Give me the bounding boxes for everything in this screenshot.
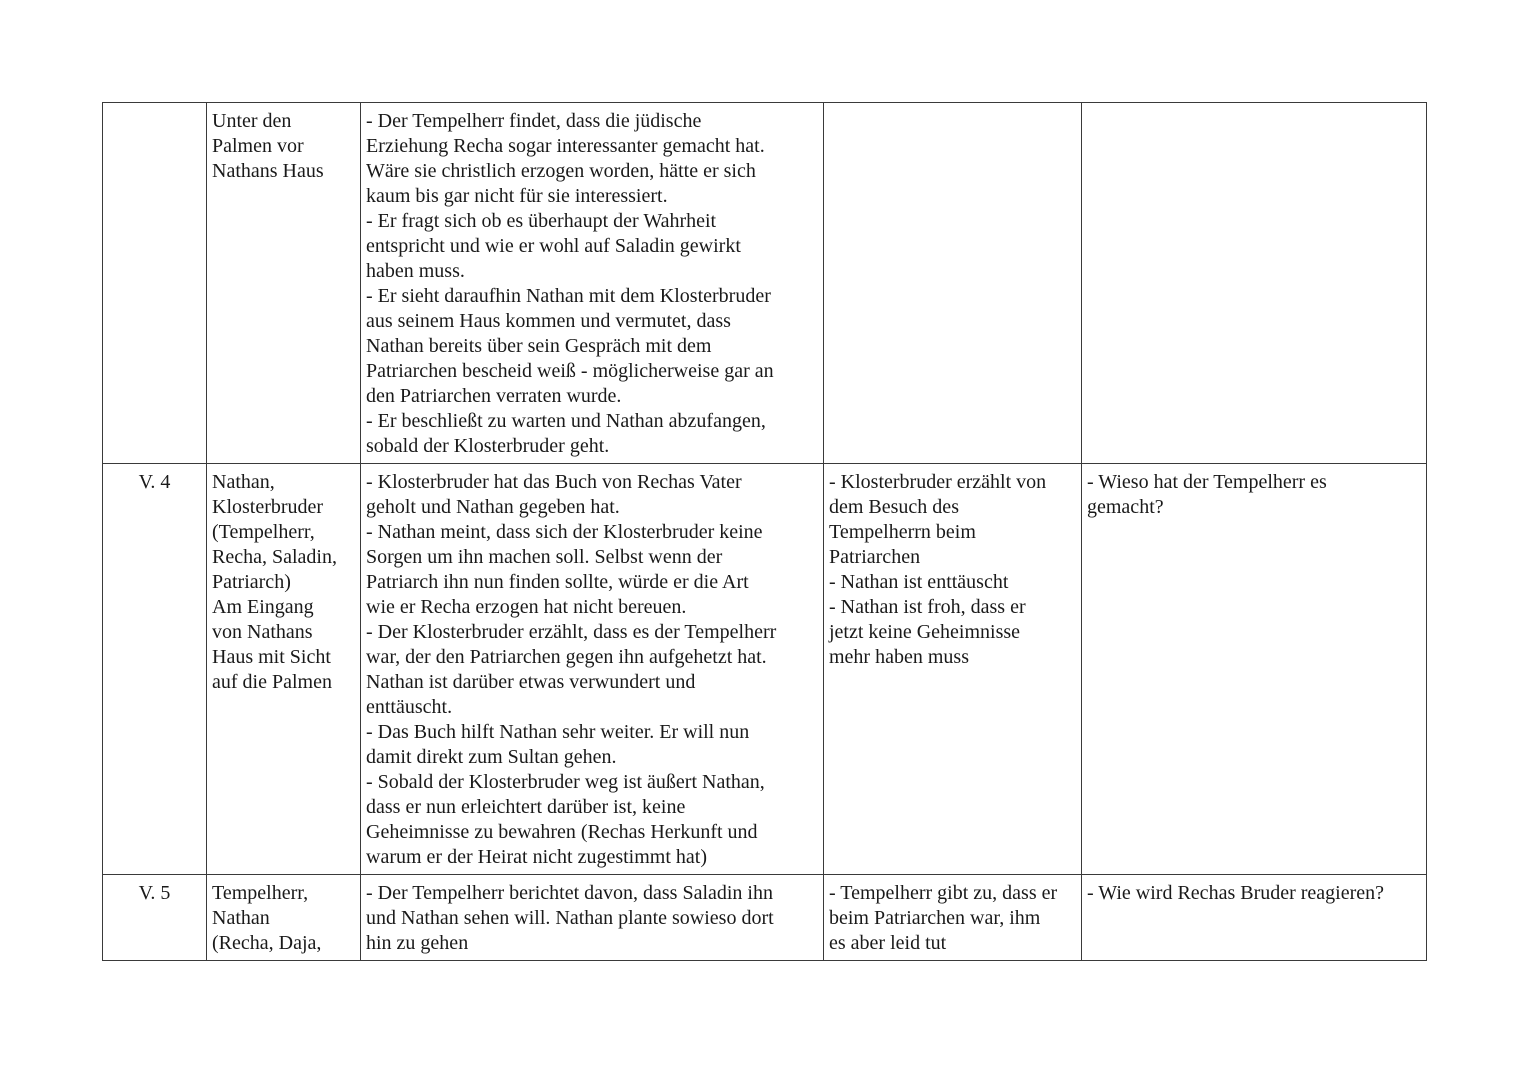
content-line: - Er fragt sich ob es überhaupt der Wahrheit xyxy=(366,210,717,232)
content-line: dass er nun erleichtert darüber ist, keine xyxy=(366,796,686,818)
characters-line: Am Eingang xyxy=(212,596,314,618)
content-line: wie er Recha erzogen hat nicht bereuen. xyxy=(366,596,687,618)
notes-line: Patriarchen xyxy=(829,546,921,568)
content-line: kaum bis gar nicht für sie interessiert. xyxy=(366,185,668,207)
characters-cell xyxy=(207,875,361,961)
table-row xyxy=(103,464,1427,875)
characters-line: Recha, Saladin, xyxy=(212,546,337,568)
content-line: hin zu gehen xyxy=(366,932,469,954)
notes-cell xyxy=(824,103,1082,464)
characters-line: Unter den xyxy=(212,110,292,132)
questions-cell xyxy=(1082,875,1427,961)
characters-line: Nathan xyxy=(212,907,270,929)
content-line: sobald der Klosterbruder geht. xyxy=(366,435,610,457)
content-cell xyxy=(361,875,824,961)
content-line: und Nathan sehen will. Nathan plante sowieso dort xyxy=(366,907,774,929)
content-line: - Der Tempelherr berichtet davon, dass Saladin ihn xyxy=(366,882,773,904)
content-line: - Der Klosterbruder erzählt, dass es der Tempelherr xyxy=(366,621,777,643)
content-line: damit direkt zum Sultan gehen. xyxy=(366,746,617,768)
characters-line: auf die Palmen xyxy=(212,671,332,693)
notes-line: - Nathan ist froh, dass er xyxy=(829,596,1026,618)
notes-cell xyxy=(824,875,1082,961)
notes-line: dem Besuch des xyxy=(829,496,959,518)
notes-line: - Nathan ist enttäuscht xyxy=(829,571,1009,593)
content-line: Nathan ist darüber etwas verwundert und xyxy=(366,671,696,693)
content-line: - Nathan meint, dass sich der Klosterbruder keine xyxy=(366,521,763,543)
content-line: Nathan bereits über sein Gespräch mit dem xyxy=(366,335,712,357)
questions-line: gemacht? xyxy=(1087,496,1164,518)
notes-line: es aber leid tut xyxy=(829,932,947,954)
questions-cell xyxy=(1082,103,1427,464)
table-row xyxy=(103,875,1427,961)
content-line: Geheimnisse zu bewahren (Rechas Herkunft und xyxy=(366,821,758,843)
characters-line: Nathan, xyxy=(212,471,275,493)
characters-line: Tempelherr, xyxy=(212,882,309,904)
content-line: Sorgen um ihn machen soll. Selbst wenn der xyxy=(366,546,723,568)
content-cell xyxy=(361,103,824,464)
characters-line: Nathans Haus xyxy=(212,160,324,182)
scene-cell xyxy=(103,464,207,875)
content-line: aus seinem Haus kommen und vermutet, dass xyxy=(366,310,731,332)
questions-line: - Wie wird Rechas Bruder reagieren? xyxy=(1087,882,1385,904)
characters-line: (Tempelherr, xyxy=(212,521,315,543)
content-line: war, der den Patriarchen gegen ihn aufgehetzt hat. xyxy=(366,646,767,668)
characters-line: Klosterbruder xyxy=(212,496,324,518)
notes-line: mehr haben muss xyxy=(829,646,969,668)
questions-line: - Wieso hat der Tempelherr es xyxy=(1087,471,1327,493)
content-line: - Sobald der Klosterbruder weg ist äußert Nathan, xyxy=(366,771,765,793)
scene-cell xyxy=(103,103,207,464)
content-line: enttäuscht. xyxy=(366,696,453,718)
content-line: Patriarchen bescheid weiß - möglicherweise gar an xyxy=(366,360,774,382)
content-line: - Er sieht daraufhin Nathan mit dem Klosterbruder xyxy=(366,285,771,307)
content-line: - Das Buch hilft Nathan sehr weiter. Er will nun xyxy=(366,721,750,743)
notes-line: Tempelherrn beim xyxy=(829,521,976,543)
content-line: warum er der Heirat nicht zugestimmt hat) xyxy=(366,846,707,868)
characters-line: Haus mit Sicht xyxy=(212,646,331,668)
notes-cell xyxy=(824,464,1082,875)
content-line: Erziehung Recha sogar interessanter gemacht hat. xyxy=(366,135,765,157)
characters-cell xyxy=(207,103,361,464)
characters-line: Patriarch) xyxy=(212,571,291,593)
characters-line: von Nathans xyxy=(212,621,313,643)
content-line: den Patriarchen verraten wurde. xyxy=(366,385,622,407)
table-row xyxy=(103,103,1427,464)
notes-line: jetzt keine Geheimnisse xyxy=(829,621,1021,643)
content-line: - Er beschließt zu warten und Nathan abzufangen, xyxy=(366,410,766,432)
content-line: entspricht und wie er wohl auf Saladin gewirkt xyxy=(366,235,741,257)
content-line: - Klosterbruder hat das Buch von Rechas Vater xyxy=(366,471,742,493)
content-line: haben muss. xyxy=(366,260,465,282)
notes-line: beim Patriarchen war, ihm xyxy=(829,907,1041,929)
characters-cell xyxy=(207,464,361,875)
content-line: Wäre sie christlich erzogen worden, hätte er sich xyxy=(366,160,756,182)
scene-cell xyxy=(103,875,207,961)
content-cell xyxy=(361,464,824,875)
notes-line: - Tempelherr gibt zu, dass er xyxy=(829,882,1058,904)
questions-cell xyxy=(1082,464,1427,875)
notes-line: - Klosterbruder erzählt von xyxy=(829,471,1047,493)
characters-line: Palmen vor xyxy=(212,135,304,157)
characters-line: (Recha, Daja, xyxy=(212,932,322,954)
scene-label: V. 5 xyxy=(138,882,171,904)
content-line: - Der Tempelherr findet, dass die jüdische xyxy=(366,110,702,132)
content-line: geholt und Nathan gegeben hat. xyxy=(366,496,620,518)
scene-analysis-table xyxy=(102,102,1427,961)
scene-label: V. 4 xyxy=(138,471,171,493)
content-line: Patriarch ihn nun finden sollte, würde er die Art xyxy=(366,571,749,593)
